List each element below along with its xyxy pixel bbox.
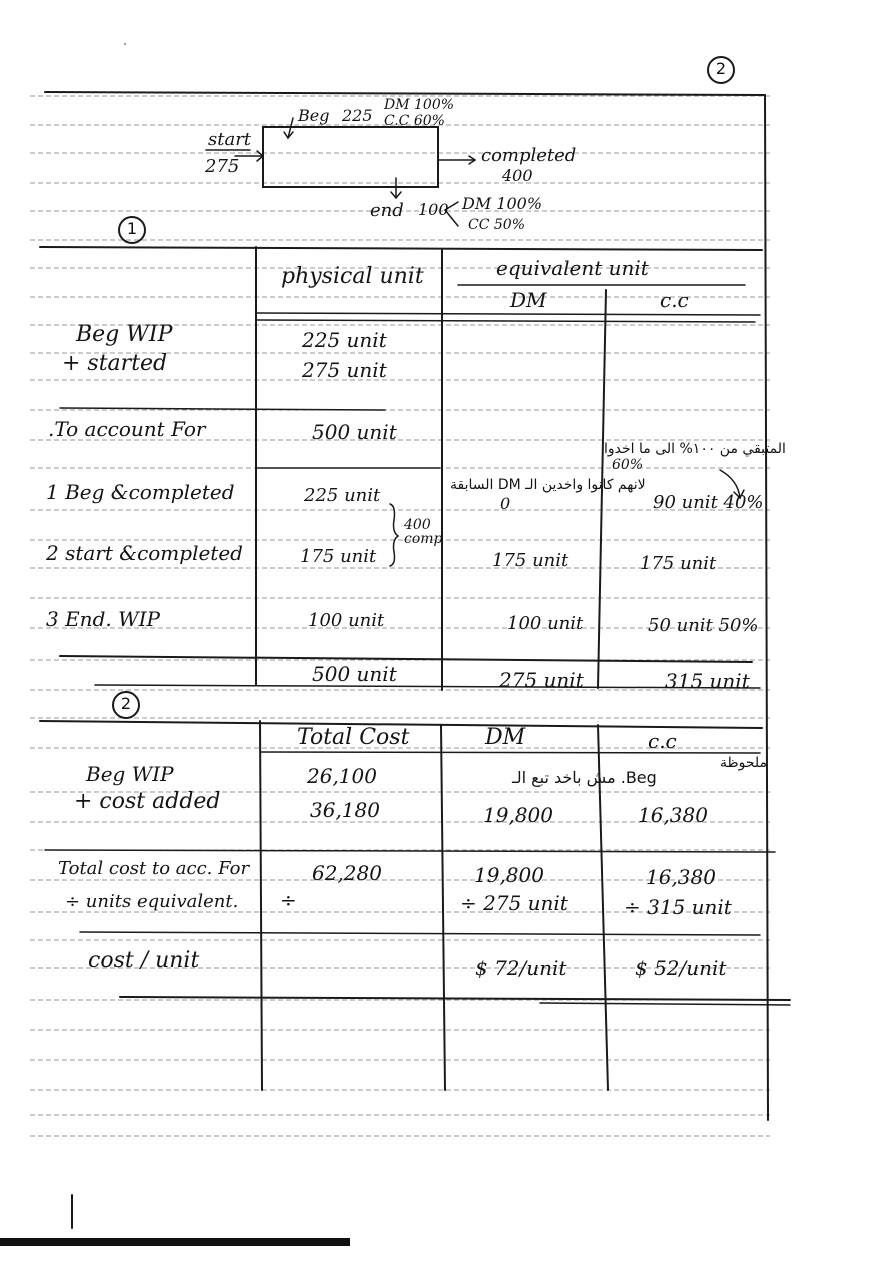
row-label: 3 End. WIP [46, 607, 160, 631]
row-physical: 225 unit [302, 328, 387, 352]
total-cost-total: 62,280 [312, 861, 382, 885]
completed-label: completed [481, 145, 577, 166]
cost-added-dm: 19,800 [483, 803, 553, 827]
cost-added-label: + cost added [74, 789, 221, 814]
row-physical: 275 unit [302, 358, 387, 382]
beg-dm: DM 100% [384, 97, 455, 113]
cc-header: c.c [660, 288, 689, 312]
equivalent-unit-header: equivalent unit [496, 256, 649, 280]
beg-wip-note: Beg. مش باخد تبع الـ [512, 768, 657, 787]
cost-added-total: 36,180 [310, 798, 380, 822]
beg-wip-label: Beg WIP [86, 762, 174, 786]
physical-unit-header: physical unit [281, 264, 424, 289]
completed-units: 400 [502, 166, 533, 185]
row-label: 2 start &completed [46, 541, 243, 565]
dm-header: DM [510, 288, 547, 312]
row-cc: 90 unit 40% [653, 492, 764, 513]
cost-per-unit-cc: $ 52/unit [635, 956, 727, 980]
section-1-number: 1 [118, 216, 146, 244]
page-number: 2 [707, 56, 735, 84]
row-label: .To account For [48, 417, 206, 441]
beg-label: Beg [298, 106, 330, 125]
total-dm: 275 unit [499, 668, 584, 692]
row-dm: 0 [500, 494, 511, 513]
cost-added-cc: 16,380 [638, 803, 708, 827]
total-cost-cc: 16,380 [646, 865, 716, 889]
cc-note-pct: 60% [612, 457, 644, 473]
beg-wip-note-extra: ملحوظة [720, 755, 768, 771]
dm-header: DM [485, 725, 526, 750]
total-cc: 315 unit [665, 669, 750, 693]
beg-wip-total: 26,100 [307, 764, 377, 788]
total-physical: 500 unit [312, 662, 397, 686]
row-physical: 225 unit [304, 485, 381, 506]
end-label: end [370, 200, 404, 221]
cost-per-unit-dm: $ 72/unit [475, 956, 567, 980]
row-dm: 100 unit [507, 613, 584, 634]
beg-units: 225 [342, 106, 373, 125]
end-dm: DM 100% [462, 194, 543, 213]
cost-per-unit-label: cost / unit [88, 948, 200, 973]
row-physical: 500 unit [312, 420, 397, 444]
units-equivalent-label: ÷ units equivalent. [65, 891, 239, 912]
beg-cc: C.C 60% [384, 113, 445, 129]
start-units: 275 [205, 156, 240, 177]
units-equivalent-cc: ÷ 315 unit [624, 895, 732, 919]
total-cost-label: Total cost to acc. For [58, 858, 250, 879]
end-cc: CC 50% [468, 217, 525, 233]
cc-note-arabic: المتبقي من ١٠٠% الى ما اخدوا [604, 441, 786, 457]
end-units: 100 [418, 200, 449, 219]
total-cost-dm: 19,800 [474, 863, 544, 887]
cc-header: c.c [648, 729, 677, 753]
units-equivalent-total: ÷ [280, 888, 297, 912]
row-label: 1 Beg &completed [46, 480, 235, 504]
units-equivalent-dm: ÷ 275 unit [460, 891, 568, 915]
total-cost-header: Total Cost [297, 725, 410, 750]
row-label: + started [62, 351, 168, 376]
row-dm: 175 unit [492, 550, 569, 571]
row-label: Beg WIP [76, 322, 173, 347]
row-cc: 175 unit [640, 553, 717, 574]
row-physical: 100 unit [308, 610, 385, 631]
brace-note: 400 comp [404, 517, 443, 547]
dm-note-arabic: لانهم كانوا واخدين الـ DM السابقة [450, 477, 646, 493]
row-physical: 175 unit [300, 546, 377, 567]
start-label: start [208, 129, 252, 150]
row-cc: 50 unit 50% [648, 615, 759, 636]
section-2-number: 2 [112, 691, 140, 719]
